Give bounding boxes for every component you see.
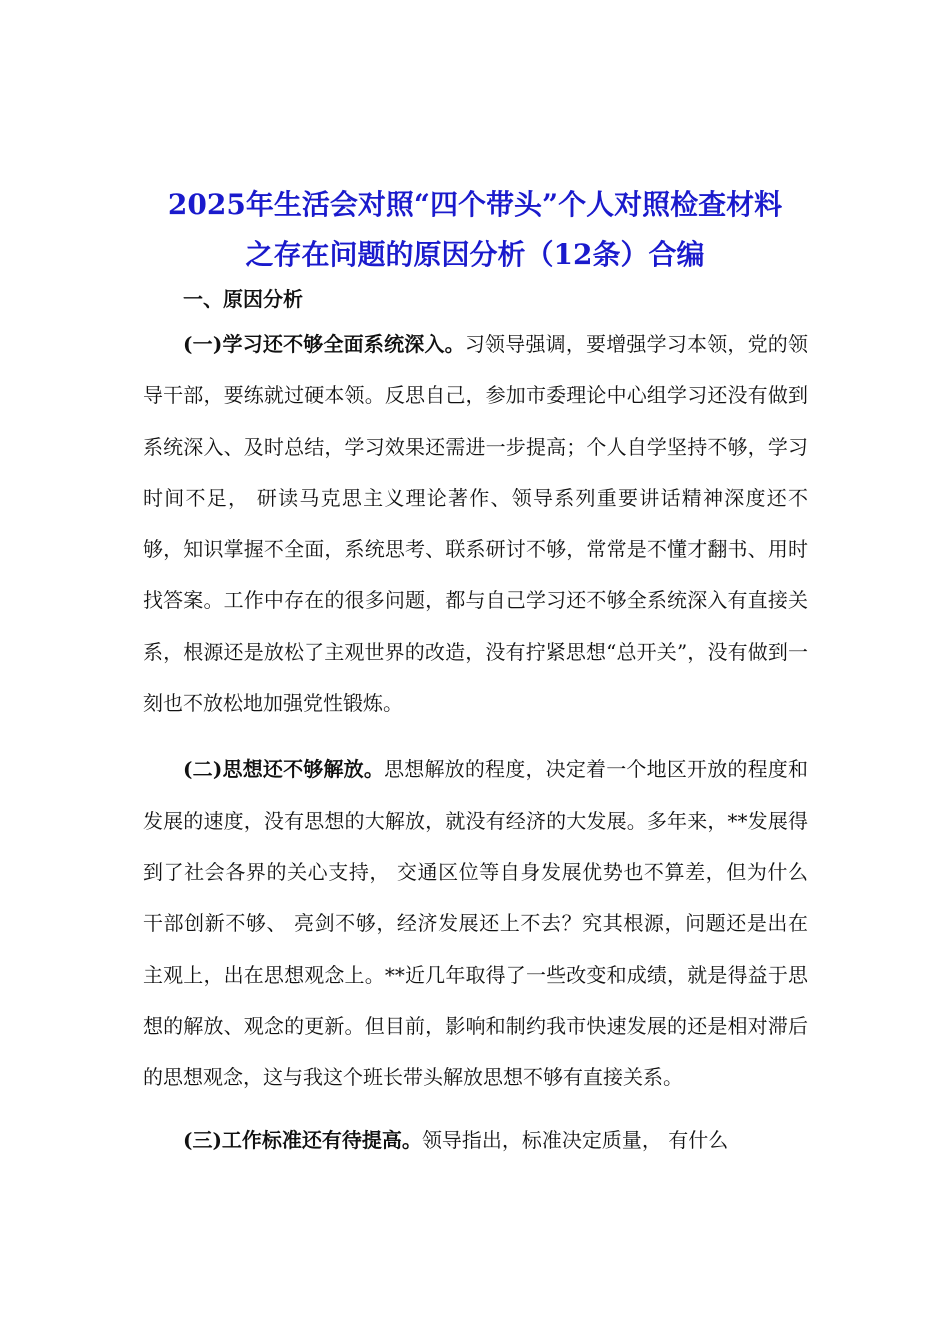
document-body bbox=[143, 279, 808, 1167]
paragraph-2 bbox=[143, 744, 808, 1103]
paragraph-3-text: 领导指出，标准决定质量， 有什么 bbox=[421, 1128, 729, 1153]
section-heading: 一、原因分析 bbox=[183, 287, 303, 311]
paragraph-2-lead: (二)思想还不够解放。 bbox=[183, 757, 385, 782]
title-line-2: 之存在问题的原因分析（12条）合编 bbox=[245, 238, 705, 271]
paragraph-1-text: 习领导强调，要增强学习本领，党的领导干部，要练就过硬本领。反思自己，参加市委理论中心组学习还没有做到系统深入、及时总结，学习效果还需进一步提高；个人自学坚持不够，学习时间不足， 研读马克思主义理论著作、领导系列重要讲话精神深度还不够，知识掌握不全面，系统思考、联系研讨不够，常常是不懂才翻书、用时找答案。工作中存在的很多问题，都与自己学习还不够全系统深入有直接关系，根源还是放松了主观世界的改造，没有拧紧思想“总开关”，没有做到一刻也不放松地加强党性锻炼。 bbox=[143, 332, 808, 716]
paragraph-1 bbox=[143, 319, 808, 729]
document-title bbox=[140, 180, 810, 280]
paragraph-3 bbox=[143, 1115, 808, 1166]
paragraph-2-text: 思想解放的程度，决定着一个地区开放的程度和发展的速度，没有思想的大解放，就没有经济的大发展。多年来，**发展得到了社会各界的关心支持， 交通区位等自身发展优势也不算差，但为什么干部创新不够、 亮剑不够，经济发展还上不去？究其根源，问题还是出在主观上，出在思想观念上。**近几年取得了一些改变和成绩，就是得益于思想的解放、观念的更新。但目前，影响和制约我市快速发展的还是相对滞后的思想观念，这与我这个班长带头解放思想不够有直接关系。 bbox=[143, 757, 808, 1090]
title-line-1: 2025年生活会对照“四个带头”个人对照检查材料 bbox=[167, 188, 783, 221]
paragraph-3-lead: (三)工作标准还有待提高。 bbox=[183, 1128, 422, 1153]
paragraph-1-lead: (一)学习还不够全面系统深入。 bbox=[183, 332, 465, 356]
